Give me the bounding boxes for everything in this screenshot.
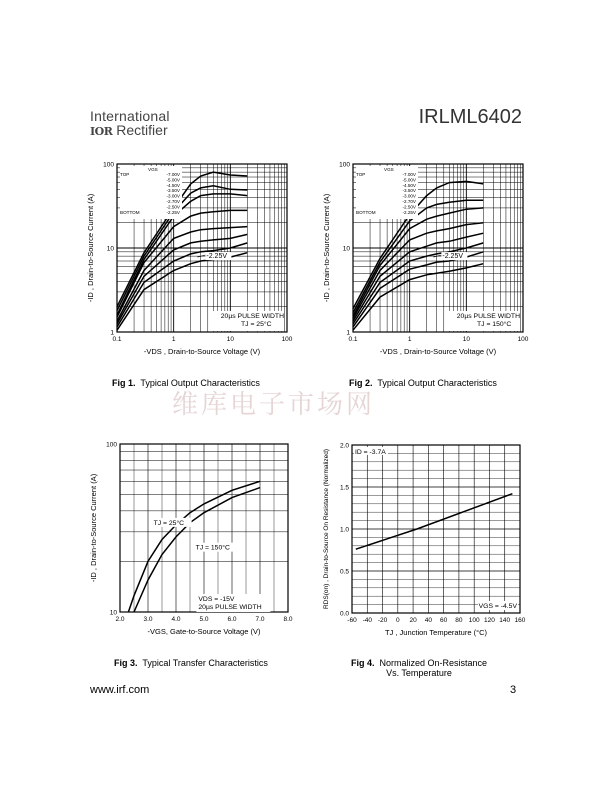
fig2-legend-entry: -2.70V: [402, 199, 416, 204]
fig4-chart: [310, 435, 536, 640]
fig2-legend-header: VGS: [384, 167, 394, 172]
fig2-ylabel: -ID , Drain-to-Source Current (A): [322, 193, 331, 303]
fig2-caption-num: Fig 2.: [349, 378, 373, 388]
fig1-xlabel: -VDS , Drain-to-Source Voltage (V): [143, 347, 261, 356]
fig1-xtick-label: 10: [226, 336, 234, 343]
fig2-xtick-label: 1: [407, 336, 412, 343]
company-name-line1: International: [90, 108, 170, 124]
fig1-ylabel: -ID , Drain-to-Source Current (A): [86, 193, 95, 303]
ior-logo: IOR: [90, 125, 113, 138]
fig2-annotation-pulse: 20µs PULSE WIDTH: [456, 313, 520, 320]
fig1-ytick-label: 10: [106, 245, 114, 253]
fig2-xlabel: -VDS , Drain-to-Source Voltage (V): [379, 347, 497, 356]
fig1-legend-entry: -7.00V: [166, 172, 180, 177]
fig2-legend-entry: -5.00V: [402, 177, 416, 183]
fig4-xtick-label: -60: [347, 617, 357, 624]
fig2-legend-bottom-label: BOTTOM: [356, 209, 376, 215]
fig4-caption-text: Normalized On-Resistance: [379, 658, 488, 668]
fig4-ylabel: RDS(on) , Drain-to-Source On Resistance (Normalized): [323, 448, 330, 610]
fig1-caption: [112, 378, 260, 388]
fig2-caption-text: Typical Output Characteristics: [377, 378, 497, 388]
fig1-annotation-gate-label: -2.25V: [206, 253, 228, 261]
fig3-annotation-pulse: 20µs PULSE WIDTH: [198, 604, 262, 611]
fig1-ytick-label: 1: [110, 329, 114, 337]
fig4-xtick-label: -40: [362, 617, 372, 624]
fig1-legend-bottom-label: BOTTOM: [120, 209, 140, 215]
company-logo: [90, 122, 168, 138]
fig2-legend-entry: -3.50V: [402, 188, 416, 194]
fig2-legend-entry: -4.50V: [402, 182, 416, 188]
fig2-ytick-label: 10: [342, 245, 350, 253]
fig1-annotation-pulse: 20µs PULSE WIDTH: [220, 313, 284, 320]
fig2-legend-top-label: TOP: [356, 172, 366, 177]
fig2-xtick-label: 10: [462, 336, 470, 343]
fig4-xtick-label: 140: [499, 617, 511, 624]
fig4-xtick-label: 120: [484, 617, 495, 624]
fig1-legend-entry: -2.25V: [166, 209, 180, 215]
fig3-caption: [114, 658, 268, 668]
fig4-xlabel: TJ , Junction Temperature (°C): [384, 628, 488, 637]
fig4-ytick-label: 1.0: [339, 526, 349, 534]
fig1-caption-text: Typical Output Characteristics: [140, 378, 260, 388]
fig2-annotation-gate-label: -2.25V: [442, 253, 464, 261]
fig4-xtick-label: 40: [424, 617, 432, 624]
fig4-ytick-label: 1.5: [339, 484, 349, 492]
fig1-legend-entry: -3.00V: [166, 193, 180, 199]
fig2-xtick-label: 100: [517, 336, 529, 343]
fig4-caption-num: Fig 4.: [350, 658, 375, 668]
fig2-ytick-label: 1: [346, 329, 350, 337]
fig3-annotation-vds: VDS = -15V: [198, 596, 235, 603]
fig2-caption: [349, 378, 497, 388]
fig3-xtick-label: 5.0: [199, 616, 209, 623]
fig4-annotation-id: ID = -3.7A: [355, 449, 386, 456]
fig3-caption-num: Fig 3.: [114, 658, 138, 668]
fig2-xtick-label: 0.1: [348, 336, 358, 343]
fig1-chart: [80, 155, 300, 360]
footer-url[interactable]: www.irf.com: [90, 684, 150, 696]
fig3-annotation-tj150: TJ = 150°C: [195, 544, 230, 552]
fig1-xtick-label: 100: [281, 336, 293, 343]
fig1-legend-entry: -2.70V: [166, 199, 180, 204]
fig4-caption: [349, 658, 489, 678]
fig3-xtick-label: 8.0: [283, 616, 293, 623]
fig4-xtick-label: -20: [377, 617, 388, 624]
fig3-ytick-label: 10: [109, 609, 117, 617]
fig4-xtick-label: 0: [396, 617, 400, 624]
fig4-ytick-label: 0.0: [339, 610, 349, 618]
fig2-legend-entry: -2.50V: [402, 204, 416, 210]
fig3-annotation-tj25: TJ = 25°C: [153, 519, 185, 527]
watermark: 维库电子市场网: [172, 390, 376, 420]
fig4-series-line: [356, 494, 513, 550]
fig3-xtick-label: 2.0: [115, 616, 125, 623]
fig2-legend-entry: -3.00V: [402, 193, 416, 199]
fig1-legend-entry: -2.50V: [166, 204, 180, 210]
fig2-legend-entry: -7.00V: [402, 172, 416, 177]
part-number: IRLML6402: [418, 106, 522, 128]
fig1-xtick-label: 1: [171, 336, 176, 343]
fig1-caption-num: Fig 1.: [112, 378, 136, 388]
fig4-ytick-label: 0.5: [339, 568, 349, 576]
fig2-ytick-label: 100: [339, 161, 350, 169]
fig1-xtick-label: 0.1: [112, 336, 122, 343]
fig4-annotation-vgs: VGS = -4.5V: [478, 603, 517, 610]
fig4-xtick-label: 80: [455, 617, 463, 624]
fig3-caption-text: Typical Transfer Characteristics: [142, 658, 268, 668]
fig1-legend-top-label: TOP: [120, 172, 130, 177]
fig3-xtick-label: 3.0: [143, 616, 153, 623]
fig1-ytick-label: 100: [103, 161, 114, 169]
fig2-chart: [316, 155, 536, 360]
fig3-xlabel: -VGS, Gate-to-Source Voltage (V): [147, 627, 261, 636]
fig2-legend-entry: -2.25V: [402, 209, 416, 215]
fig3-xtick-label: 4.0: [171, 616, 181, 623]
company-name-line2: Rectifier: [116, 122, 168, 138]
fig4-xtick-label: 160: [514, 617, 526, 624]
fig1-legend-entry: -3.50V: [166, 188, 180, 194]
fig3-ytick-label: 100: [106, 441, 117, 449]
fig1-legend-header: VGS: [148, 167, 158, 172]
fig4-caption-text2: Vs. Temperature: [386, 668, 452, 678]
fig1-annotation-tj: TJ = 25°C: [241, 321, 272, 328]
fig3-ylabel: -ID , Drain-to-Source Current (A): [89, 473, 98, 583]
fig4-ytick-label: 2.0: [339, 442, 349, 450]
fig4-grid: [352, 445, 520, 613]
fig2-annotation-tj: TJ = 150°C: [477, 321, 512, 328]
fig3-chart: [80, 435, 300, 640]
fig3-xtick-label: 7.0: [255, 616, 265, 623]
fig3-xtick-label: 6.0: [227, 616, 237, 623]
footer-page-number: 3: [510, 684, 517, 696]
fig1-legend-entry: -5.00V: [166, 177, 180, 183]
fig1-legend-entry: -4.50V: [166, 182, 180, 188]
fig4-xtick-label: 60: [440, 617, 448, 624]
fig4-xtick-label: 100: [468, 617, 480, 624]
fig4-xtick-label: 20: [409, 617, 417, 624]
